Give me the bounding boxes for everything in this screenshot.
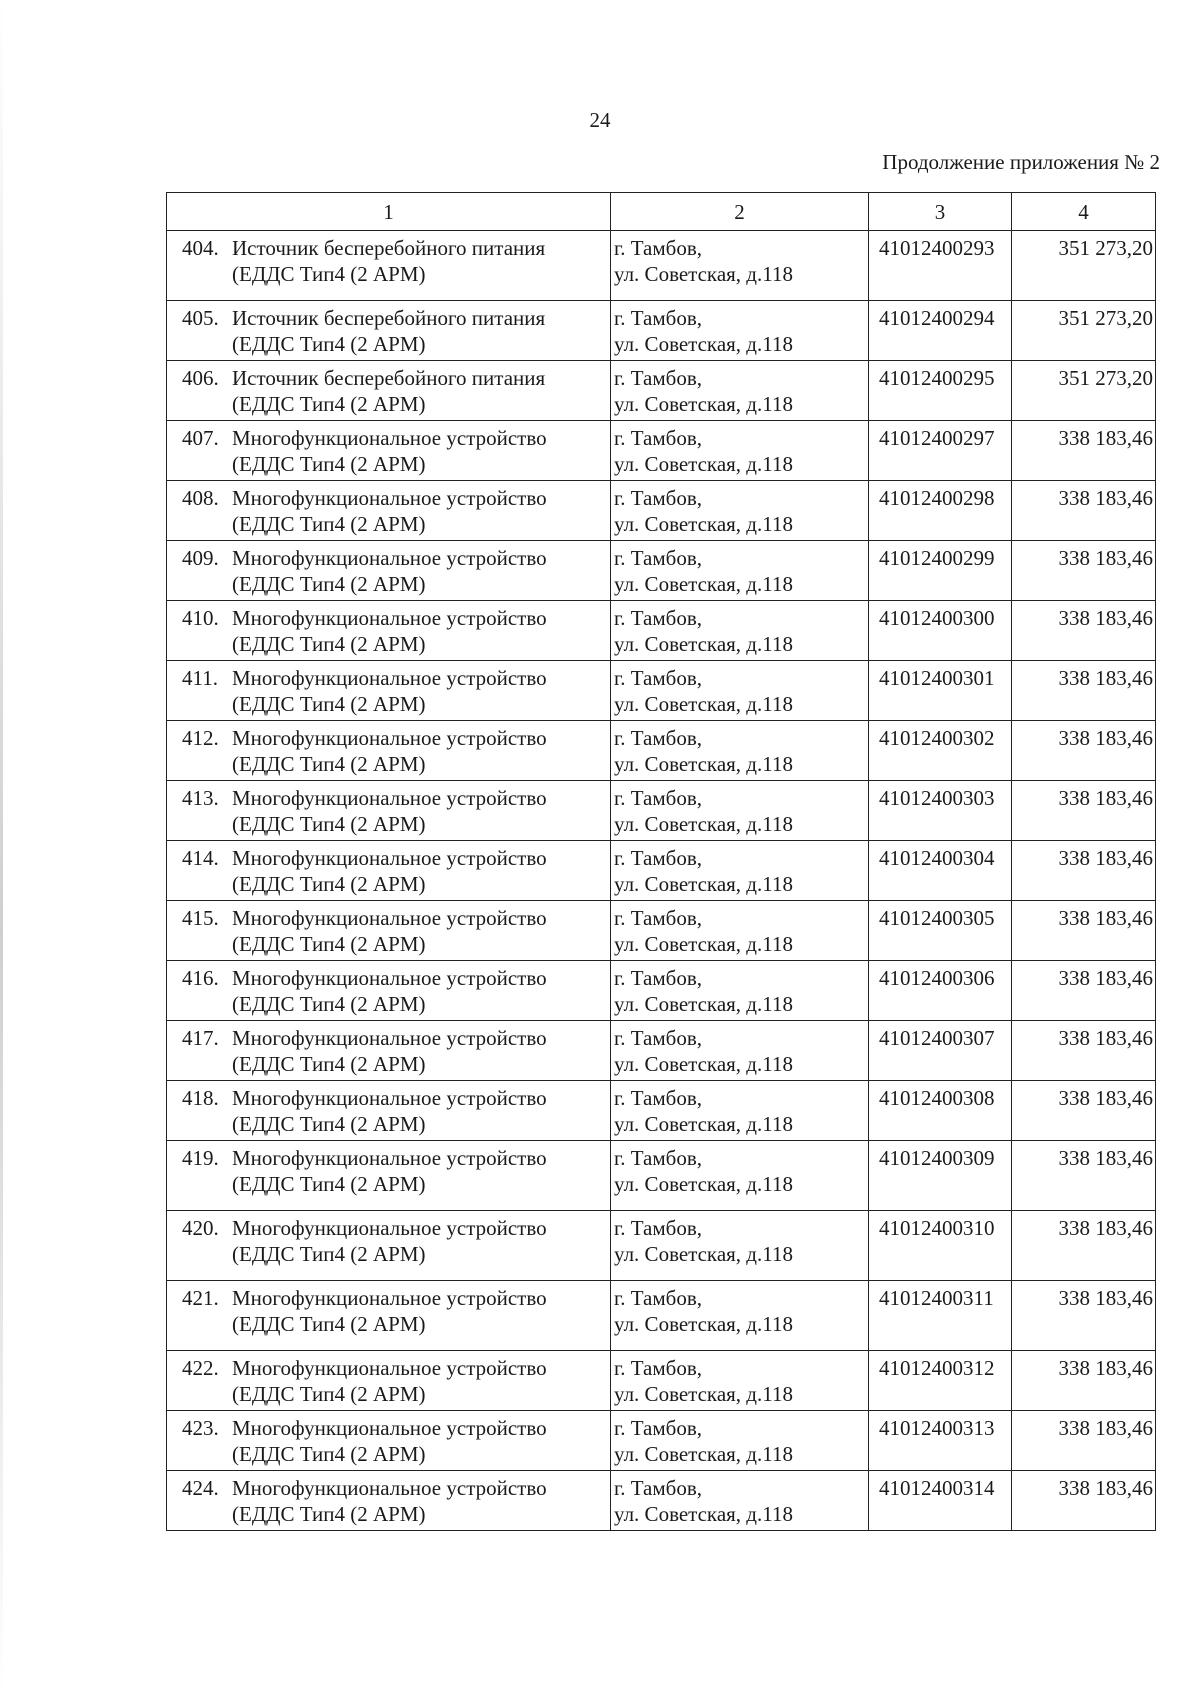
address-cell [611, 1281, 869, 1351]
address-cell [611, 481, 869, 541]
address-street: ул. Советская, д.118 [614, 1312, 793, 1336]
item-number: 410. [182, 606, 219, 630]
item-name: Многофункциональное устройство [232, 1356, 547, 1380]
item-name-cell [167, 661, 611, 721]
item-name: Многофункциональное устройство [232, 1146, 547, 1170]
address-city: г. Тамбов, [614, 1146, 703, 1170]
item-name-cell [167, 1211, 611, 1281]
item-name: Многофункциональное устройство [232, 1216, 547, 1240]
item-subtitle: (ЕДДС Тип4 (2 АРМ) [232, 632, 426, 656]
address-street: ул. Советская, д.118 [614, 572, 793, 596]
inventory-number: 41012400306 [869, 961, 1012, 1021]
address-street: ул. Советская, д.118 [614, 632, 793, 656]
item-subtitle: (ЕДДС Тип4 (2 АРМ) [232, 1442, 426, 1466]
page-number: 24 [589, 108, 611, 132]
table-row [167, 1081, 1156, 1141]
item-subtitle: (ЕДДС Тип4 (2 АРМ) [232, 572, 426, 596]
address-cell [611, 541, 869, 601]
address-street: ул. Советская, д.118 [614, 752, 793, 776]
item-name-cell [167, 781, 611, 841]
address-cell [611, 1141, 869, 1211]
inventory-number: 41012400307 [869, 1021, 1012, 1081]
inventory-number: 41012400298 [869, 481, 1012, 541]
item-name: Многофункциональное устройство [232, 1026, 547, 1050]
table-body [167, 231, 1156, 1531]
address-city: г. Тамбов, [614, 1216, 703, 1240]
item-name: Многофункциональное устройство [232, 546, 547, 570]
address-street: ул. Советская, д.118 [614, 1382, 793, 1406]
address-city: г. Тамбов, [614, 366, 703, 390]
cost-value: 338 183,46 [1012, 1081, 1156, 1141]
inventory-number: 41012400301 [869, 661, 1012, 721]
table-row [167, 1411, 1156, 1471]
inventory-number: 41012400304 [869, 841, 1012, 901]
item-name-cell [167, 901, 611, 961]
cost-value: 338 183,46 [1012, 721, 1156, 781]
scan-edge-shadow [0, 0, 3, 1697]
item-line [182, 785, 606, 811]
inventory-number: 41012400311 [869, 1281, 1012, 1351]
table-row [167, 301, 1156, 361]
item-line [182, 665, 606, 691]
item-line [182, 605, 606, 631]
table-row [167, 541, 1156, 601]
address-cell [611, 231, 869, 301]
address-street: ул. Советская, д.118 [614, 512, 793, 536]
item-subtitle: (ЕДДС Тип4 (2 АРМ) [232, 1112, 426, 1136]
address-cell [611, 601, 869, 661]
address-street: ул. Советская, д.118 [614, 1442, 793, 1466]
item-number: 412. [182, 726, 219, 750]
address-cell [611, 301, 869, 361]
address-street: ул. Советская, д.118 [614, 1052, 793, 1076]
item-subtitle: (ЕДДС Тип4 (2 АРМ) [232, 332, 426, 356]
item-number: 416. [182, 966, 219, 990]
item-name-cell [167, 421, 611, 481]
inventory-number: 41012400294 [869, 301, 1012, 361]
table-header [167, 193, 1156, 231]
table-row [167, 1471, 1156, 1531]
address-city: г. Тамбов, [614, 1416, 703, 1440]
item-name: Многофункциональное устройство [232, 1416, 547, 1440]
item-number: 420. [182, 1216, 219, 1240]
item-subtitle: (ЕДДС Тип4 (2 АРМ) [232, 512, 426, 536]
item-number: 411. [182, 666, 218, 690]
item-name-cell [167, 1471, 611, 1531]
item-subtitle: (ЕДДС Тип4 (2 АРМ) [232, 1382, 426, 1406]
cost-value: 351 273,20 [1012, 361, 1156, 421]
cost-value: 351 273,20 [1012, 231, 1156, 301]
item-subtitle: (ЕДДС Тип4 (2 АРМ) [232, 932, 426, 956]
cost-value: 338 183,46 [1012, 1141, 1156, 1211]
item-number: 413. [182, 786, 219, 810]
item-line [182, 1285, 606, 1311]
cost-value: 338 183,46 [1012, 1411, 1156, 1471]
item-line [182, 845, 606, 871]
address-city: г. Тамбов, [614, 1286, 703, 1310]
item-subtitle: (ЕДДС Тип4 (2 АРМ) [232, 392, 426, 416]
address-cell [611, 1471, 869, 1531]
address-city: г. Тамбов, [614, 666, 703, 690]
item-number: 404. [182, 236, 219, 260]
item-name: Многофункциональное устройство [232, 966, 547, 990]
item-subtitle: (ЕДДС Тип4 (2 АРМ) [232, 452, 426, 476]
cost-value: 338 183,46 [1012, 421, 1156, 481]
address-street: ул. Советская, д.118 [614, 1242, 793, 1266]
item-number: 415. [182, 906, 219, 930]
table-row [167, 781, 1156, 841]
item-name-cell [167, 361, 611, 421]
item-number: 424. [182, 1476, 219, 1500]
table-row [167, 231, 1156, 301]
address-city: г. Тамбов, [614, 546, 703, 570]
address-city: г. Тамбов, [614, 1356, 703, 1380]
item-subtitle: (ЕДДС Тип4 (2 АРМ) [232, 812, 426, 836]
cost-value: 338 183,46 [1012, 1281, 1156, 1351]
address-city: г. Тамбов, [614, 846, 703, 870]
inventory-number: 41012400308 [869, 1081, 1012, 1141]
address-street: ул. Советская, д.118 [614, 812, 793, 836]
table-row [167, 841, 1156, 901]
item-subtitle: (ЕДДС Тип4 (2 АРМ) [232, 1502, 426, 1526]
item-name-cell [167, 541, 611, 601]
inventory-number: 41012400295 [869, 361, 1012, 421]
inventory-number: 41012400300 [869, 601, 1012, 661]
table-row [167, 1351, 1156, 1411]
item-name: Многофункциональное устройство [232, 1476, 547, 1500]
item-name: Многофункциональное устройство [232, 486, 547, 510]
item-subtitle: (ЕДДС Тип4 (2 АРМ) [232, 752, 426, 776]
item-name: Многофункциональное устройство [232, 726, 547, 750]
cost-value: 338 183,46 [1012, 961, 1156, 1021]
item-number: 409. [182, 546, 219, 570]
item-number: 406. [182, 366, 219, 390]
inventory-number: 41012400310 [869, 1211, 1012, 1281]
address-cell [611, 1081, 869, 1141]
item-number: 405. [182, 306, 219, 330]
item-name-cell [167, 1021, 611, 1081]
inventory-table [166, 192, 1156, 1531]
address-cell [611, 1351, 869, 1411]
item-name: Источник бесперебойного питания [232, 236, 546, 260]
header-col-3: 3 [869, 193, 1012, 231]
item-line [182, 425, 606, 451]
item-name: Многофункциональное устройство [232, 1086, 547, 1110]
table-row [167, 901, 1156, 961]
table-row [167, 661, 1156, 721]
item-line [182, 965, 606, 991]
cost-value: 338 183,46 [1012, 1471, 1156, 1531]
address-city: г. Тамбов, [614, 726, 703, 750]
item-line [182, 545, 606, 571]
item-name-cell [167, 1141, 611, 1211]
item-subtitle: (ЕДДС Тип4 (2 АРМ) [232, 1052, 426, 1076]
address-street: ул. Советская, д.118 [614, 262, 793, 286]
item-number: 421. [182, 1286, 219, 1310]
address-cell [611, 1021, 869, 1081]
item-number: 422. [182, 1356, 219, 1380]
item-subtitle: (ЕДДС Тип4 (2 АРМ) [232, 1172, 426, 1196]
inventory-number: 41012400303 [869, 781, 1012, 841]
item-name-cell [167, 841, 611, 901]
item-name-cell [167, 961, 611, 1021]
item-name-cell [167, 601, 611, 661]
table-row [167, 1141, 1156, 1211]
item-number: 419. [182, 1146, 219, 1170]
address-city: г. Тамбов, [614, 1476, 703, 1500]
inventory-number: 41012400293 [869, 231, 1012, 301]
item-line [182, 305, 606, 331]
item-name: Источник бесперебойного питания [232, 366, 546, 390]
address-cell [611, 781, 869, 841]
address-street: ул. Советская, д.118 [614, 932, 793, 956]
item-line [182, 1415, 606, 1441]
address-city: г. Тамбов, [614, 426, 703, 450]
item-name: Многофункциональное устройство [232, 426, 547, 450]
cost-value: 338 183,46 [1012, 541, 1156, 601]
address-city: г. Тамбов, [614, 1026, 703, 1050]
item-subtitle: (ЕДДС Тип4 (2 АРМ) [232, 1242, 426, 1266]
address-cell [611, 841, 869, 901]
item-name-cell [167, 1411, 611, 1471]
item-name: Многофункциональное устройство [232, 1286, 547, 1310]
item-name-cell [167, 721, 611, 781]
address-cell [611, 721, 869, 781]
inventory-number: 41012400312 [869, 1351, 1012, 1411]
inventory-number: 41012400302 [869, 721, 1012, 781]
item-line [182, 1355, 606, 1381]
item-name-cell [167, 1081, 611, 1141]
inventory-number: 41012400299 [869, 541, 1012, 601]
address-street: ул. Советская, д.118 [614, 1172, 793, 1196]
item-line [182, 905, 606, 931]
address-city: г. Тамбов, [614, 906, 703, 930]
item-name: Многофункциональное устройство [232, 846, 547, 870]
address-city: г. Тамбов, [614, 606, 703, 630]
address-cell [611, 961, 869, 1021]
item-line [182, 1025, 606, 1051]
item-name-cell [167, 231, 611, 301]
address-cell [611, 1411, 869, 1471]
table-row [167, 1281, 1156, 1351]
address-cell [611, 361, 869, 421]
item-name: Многофункциональное устройство [232, 606, 547, 630]
item-line [182, 1145, 606, 1171]
table-row [167, 961, 1156, 1021]
address-street: ул. Советская, д.118 [614, 1502, 793, 1526]
cost-value: 338 183,46 [1012, 601, 1156, 661]
address-street: ул. Советская, д.118 [614, 692, 793, 716]
table-row [167, 361, 1156, 421]
cost-value: 338 183,46 [1012, 781, 1156, 841]
table-row [167, 601, 1156, 661]
item-number: 423. [182, 1416, 219, 1440]
inventory-number: 41012400305 [869, 901, 1012, 961]
header-row [167, 193, 1156, 231]
item-number: 417. [182, 1026, 219, 1050]
item-number: 407. [182, 426, 219, 450]
address-street: ул. Советская, д.118 [614, 1112, 793, 1136]
continuation-label: Продолжение приложения № 2 [882, 150, 1160, 174]
address-cell [611, 421, 869, 481]
cost-value: 338 183,46 [1012, 1351, 1156, 1411]
cost-value: 338 183,46 [1012, 901, 1156, 961]
address-cell [611, 661, 869, 721]
address-city: г. Тамбов, [614, 1086, 703, 1110]
address-street: ул. Советская, д.118 [614, 452, 793, 476]
header-col-1: 1 [167, 193, 611, 231]
address-cell [611, 901, 869, 961]
item-name: Многофункциональное устройство [232, 786, 547, 810]
address-street: ул. Советская, д.118 [614, 992, 793, 1016]
item-line [182, 1085, 606, 1111]
inventory-number: 41012400314 [869, 1471, 1012, 1531]
inventory-number: 41012400297 [869, 421, 1012, 481]
address-street: ул. Советская, д.118 [614, 332, 793, 356]
item-line [182, 725, 606, 751]
item-subtitle: (ЕДДС Тип4 (2 АРМ) [232, 992, 426, 1016]
item-name: Многофункциональное устройство [232, 666, 547, 690]
table-row [167, 481, 1156, 541]
item-line [182, 235, 606, 261]
cost-value: 338 183,46 [1012, 481, 1156, 541]
item-name: Источник бесперебойного питания [232, 306, 546, 330]
item-subtitle: (ЕДДС Тип4 (2 АРМ) [232, 872, 426, 896]
item-subtitle: (ЕДДС Тип4 (2 АРМ) [232, 262, 426, 286]
item-name-cell [167, 1281, 611, 1351]
item-name: Многофункциональное устройство [232, 906, 547, 930]
address-city: г. Тамбов, [614, 306, 703, 330]
cost-value: 338 183,46 [1012, 841, 1156, 901]
address-city: г. Тамбов, [614, 966, 703, 990]
table-row [167, 721, 1156, 781]
table-row [167, 1211, 1156, 1281]
inventory-number: 41012400309 [869, 1141, 1012, 1211]
header-col-4: 4 [1012, 193, 1156, 231]
cost-value: 351 273,20 [1012, 301, 1156, 361]
header-col-2: 2 [611, 193, 869, 231]
item-subtitle: (ЕДДС Тип4 (2 АРМ) [232, 692, 426, 716]
cost-value: 338 183,46 [1012, 1021, 1156, 1081]
address-city: г. Тамбов, [614, 486, 703, 510]
item-name-cell [167, 481, 611, 541]
item-number: 408. [182, 486, 219, 510]
item-line [182, 1475, 606, 1501]
item-number: 418. [182, 1086, 219, 1110]
item-line [182, 485, 606, 511]
address-city: г. Тамбов, [614, 236, 703, 260]
table-row [167, 1021, 1156, 1081]
address-city: г. Тамбов, [614, 786, 703, 810]
item-name-cell [167, 301, 611, 361]
item-subtitle: (ЕДДС Тип4 (2 АРМ) [232, 1312, 426, 1336]
item-name-cell [167, 1351, 611, 1411]
inventory-number: 41012400313 [869, 1411, 1012, 1471]
item-line [182, 1215, 606, 1241]
address-cell [611, 1211, 869, 1281]
address-street: ул. Советская, д.118 [614, 392, 793, 416]
table-row [167, 421, 1156, 481]
address-street: ул. Советская, д.118 [614, 872, 793, 896]
cost-value: 338 183,46 [1012, 1211, 1156, 1281]
cost-value: 338 183,46 [1012, 661, 1156, 721]
item-line [182, 365, 606, 391]
item-number: 414. [182, 846, 219, 870]
